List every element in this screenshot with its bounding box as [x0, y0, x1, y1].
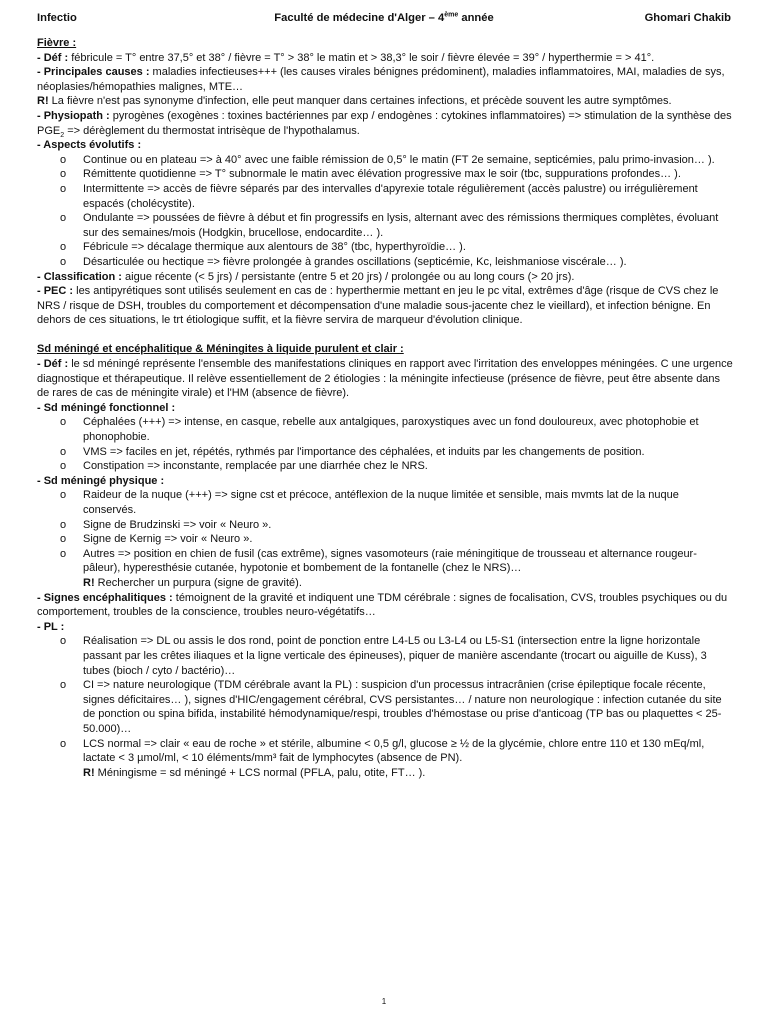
header-faculty: Faculté de médecine d'Alger – 4ème année: [274, 11, 494, 24]
document-body: [37, 36, 733, 780]
header-author: Ghomari Chakib: [644, 12, 731, 24]
section-title-fievre: Fièvre :: [37, 37, 77, 49]
meninge-physique-label: - Sd méningé physique :: [37, 474, 165, 487]
list-item: o LCS normal => clair « eau de roche » et stérile, albumine < 0,5 g/l, glucose ≥ ½ de la glycémie, chlore entre 110 et 130 mEq/ml, lactate < 3 µmol/ml, < 10 éléments/mm³ fait de lymphocytes (absence de PN). R! Méningisme = sd méningé + LCS normal (PFLA, palu, otite, FT… ).: [59, 737, 705, 779]
list-item: o Autres => position en chien de fusil (cas extrême), signes vasomoteurs (raie méningitique de trousseau et alternance rougeur-pâleur), hyperesthésie cutanée, hypotonie et bombement de la fontanelle (chez le NRS)… R! Rechercher un purpura (signe de gravité).: [59, 547, 697, 589]
list-item: o CI => nature neurologique (TDM cérébrale avant la PL) : suspicion d'un processus intracrânien (crise épileptique focale récente, signes déficitaires… ), signes d'HIC/engagement cérébral, CVS persistantes… / nature non neurologique : infection cutanée du site de ponction ou spina bifida, instabilité hémodynamique/respi, troubles d'hémostase ou prise d'anticoag (TP bas ou plaquettes < 25-50.000)…: [59, 679, 722, 735]
fievre-physiopath: - Physiopath : pyrogènes (exogènes : toxines bactériennes par exp / endogènes : cytokines inflammatoires) => stimulation de la synthèse des $PGE_2$ => dérèglement du thermostat intrisèque de l'hypothalamus.: [37, 109, 732, 139]
list-item: o Signe de Brudzinski => voir « Neuro ».: [59, 518, 272, 531]
header-subject: Infectio: [37, 12, 77, 24]
section-title-meninge: Sd méningé et encéphalitique & Méningites à liquide purulent et clair :: [37, 343, 404, 356]
fievre-causes: - Principales causes : maladies infectieuses+++ (les causes virales bénignes prédominent), maladies inflammatoires, MAI, maladies de sys, néoplasies/hémopathies malignes, MTE…: [37, 66, 725, 93]
list-item: o Constipation => inconstante, remplacée par une diarrhée chez le NRS.: [59, 460, 428, 473]
meninge-fonctionnel-list: [37, 415, 733, 473]
list-item: o Fébricule => décalage thermique aux alentours de 38° (tbc, hyperthyroïdie… ).: [59, 241, 466, 254]
fievre-aspects-list: [37, 153, 733, 270]
list-item: o Signe de Kernig => voir « Neuro ».: [59, 533, 253, 546]
fievre-pec: - PEC : les antipyrétiques sont utilisés seulement en cas de : hyperthermie mettant en jeu le pc vital, extrêmes d'âge (risque de CVS chez le NRS / risque de DSH, troubles du comportement et décompensation d'une maladie sous-jacente chez le vieillard), et infection bénigne. En dehors de ces situations, le trt étiologique suffit, et la fièvre servira de marqueur d'évolution clinique.: [37, 285, 719, 327]
list-item: o Réalisation => DL ou assis le dos rond, point de ponction entre L4-L5 ou L3-L4 ou L5-S1 (intersection entre la ligne horizontale passant par les crêtes iliaques et la ligne verticale des épineuses), piquer de manière ascendante (trocart ou aiguille de Kuss), 3 tubes (bioch / cyto / bactério)…: [59, 635, 707, 677]
list-item: o Désarticulée ou hectique => fièvre prolongée à grandes oscillations (septicémie, Kc, leishmaniose viscérale… ).: [59, 255, 627, 268]
list-item: o Céphalées (+++) => intense, en casque, rebelle aux antalgiques, paroxystiques avec un fond douloureux, avec photophobie et phonophobie.: [59, 416, 699, 444]
meninge-encephalitiques: - Signes encéphalitiques : témoignent de la gravité et indiquent une TDM cérébrale : signes de focalisation, CVS, troubles psychiques ou du comportement, troubles de la conscience, troubles neuro-végétatifs…: [37, 591, 728, 619]
page-number: 1: [381, 997, 387, 1006]
list-item: o Raideur de la nuque (+++) => signe cst et précoce, antéflexion de la nuque limitée et sensible, mais mvmts lat de la nuque conservés.: [59, 489, 679, 516]
meninge-pl-list: [37, 634, 733, 780]
meninge-definition: - Déf : le sd méningé représente l'ensemble des manifestations cliniques en rapport avec l'irritation des enveloppes méningées. C une urgence diagnostique et thérapeutique. Il relève essentiellement de 2 étiologies : la méningite infectieuse (présence de fièvre, peut être absente dans de rares de cas de méningite virale) et l'HM (absence de fièvre).: [37, 358, 733, 400]
list-item: o VMS => faciles en jet, répétés, rythmés par l'importance des céphalées, et induits par les changements de position.: [59, 445, 645, 458]
meninge-fonctionnel-label: - Sd méningé fonctionnel :: [37, 401, 176, 414]
page-header: [37, 10, 731, 26]
list-item: o Ondulante => poussées de fièvre à début et fin progressifs en lysis, alternant avec des rémissions thermiques complètes, évoluant sur des semaines/mois (Hodgkin, brucellose, endocardite… ).: [59, 212, 719, 239]
fievre-aspects-label: - Aspects évolutifs :: [37, 139, 142, 152]
list-item: o Continue ou en plateau => à 40° avec une faible rémission de 0,5° le matin (FT 2e semaine, septicémies, palu primo-invasion… ).: [59, 153, 715, 166]
meninge-physique-list: [37, 488, 733, 590]
meninge-pl-label: - PL :: [37, 620, 65, 633]
list-item: o Intermittente => accès de fièvre séparés par des intervalles d'apyrexie totale régulièrement (accès palustre) ou irrégulièrement espacés (cholécystite).: [59, 182, 698, 210]
fievre-definition: - Déf : fébricule = T° entre 37,5° et 38° / fièvre = T° > 38° le matin et > 38,3° le soir / fièvre élevée = 39° / hyperthermie = > 41°.: [37, 51, 655, 64]
list-item: o Rémittente quotidienne => T° subnormale le matin avec élévation progressive max le soir (tbc, suppurations profondes… ).: [59, 168, 681, 181]
fievre-remark: R! La fièvre n'est pas synonyme d'infection, elle peut manquer dans certaines infections, et précède souvent les autre symptômes.: [37, 95, 672, 108]
fievre-classification: - Classification : aigue récente (< 5 jrs) / persistante (entre 5 et 20 jrs) / prolongée ou au long cours (> 20 jrs).: [37, 270, 575, 283]
